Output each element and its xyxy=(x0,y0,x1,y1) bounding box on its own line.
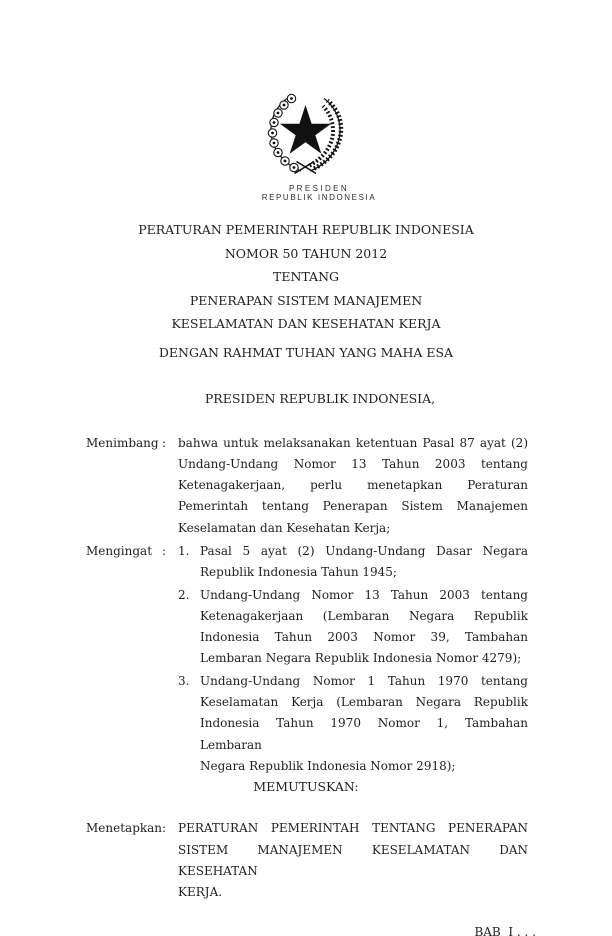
document-title xyxy=(0,218,612,336)
title-line-number: NOMOR 50 TAHUN 2012 xyxy=(224,245,388,261)
decision-heading: MEMUTUSKAN: xyxy=(253,779,359,795)
item-body xyxy=(200,541,528,584)
presidential-seal-icon xyxy=(253,92,359,178)
enacting-line: KERJA. xyxy=(178,885,223,900)
item-line: Negara Republik Indonesia Nomor 2918); xyxy=(200,758,456,773)
considering-line: Undang-Undang Nomor 13 Tahun 2003 tentang xyxy=(178,456,528,471)
recalling-section xyxy=(0,541,612,778)
presidential-seal xyxy=(253,92,359,181)
title-line-tentang: TENTANG xyxy=(272,269,339,284)
recalling-colon: : xyxy=(162,543,167,558)
considering-colon: : xyxy=(162,435,167,450)
item-line: Undang-Undang Nomor 1 Tahun 1970 tentang xyxy=(200,673,528,688)
enacting-line: PERATURAN PEMERINTAH TENTANG PENERAPAN xyxy=(178,821,528,836)
letterhead xyxy=(13,184,612,203)
item-line: Keselamatan Kerja (Lembaran Negara Republik xyxy=(200,695,528,710)
enacting-label: Menetapkan xyxy=(86,821,163,836)
item-line: Ketenagakerjaan (Lembaran Negara Republik xyxy=(200,608,528,623)
legal-basis-item-3 xyxy=(178,671,528,777)
item-number: 1. xyxy=(178,543,190,558)
considering-label: Menimbang xyxy=(86,435,159,450)
item-line: Undang-Undang Nomor 13 Tahun 2003 tentang xyxy=(200,587,528,602)
item-line: Pasal 5 ayat (2) Undang-Undang Dasar Negara xyxy=(200,543,528,558)
letterhead-presiden: PRESIDEN xyxy=(288,184,350,193)
item-line: Indonesia Tahun 2003 Nomor 39, Tambahan xyxy=(200,630,528,645)
considering-line: Pemerintah tentang Penerapan Sistem Manajemen xyxy=(178,499,528,514)
letterhead-republik-indonesia: REPUBLIK INDONESIA xyxy=(261,193,377,202)
considering-section xyxy=(0,433,612,539)
title-line-subject-2: KESELAMATAN DAN KESEHATAN KERJA xyxy=(171,316,441,331)
considering-line: Keselamatan dan Kesehatan Kerja; xyxy=(178,520,391,535)
item-body xyxy=(200,585,528,670)
item-line: Indonesia Tahun 1970 Nomor 1, Tambahan Lembaran xyxy=(200,716,528,752)
authority-line: PRESIDEN REPUBLIK INDONESIA, xyxy=(204,390,436,406)
title-line-regulation: PERATURAN PEMERINTAH REPUBLIK INDONESIA xyxy=(138,222,474,237)
enacting-section xyxy=(0,818,612,903)
enacting-body xyxy=(178,818,528,903)
item-body xyxy=(200,671,528,777)
considering-line: Ketenagakerjaan, perlu menetapkan Peraturan xyxy=(178,478,528,493)
title-line-subject-1: PENERAPAN SISTEM MANAJEMEN xyxy=(189,292,423,308)
recalling-body xyxy=(178,541,528,778)
page-continuation-mark: BAB I . . . xyxy=(474,925,536,936)
item-number: 2. xyxy=(178,587,190,602)
considering-line: bahwa untuk melaksanakan ketentuan Pasal 87 ayat (2) xyxy=(178,435,528,450)
invocation-line: DENGAN RAHMAT TUHAN YANG MAHA ESA xyxy=(158,344,454,360)
considering-body xyxy=(178,433,528,539)
enacting-colon: : xyxy=(162,821,167,836)
legal-basis-item-1 xyxy=(178,541,528,584)
recalling-label: Mengingat xyxy=(86,543,153,558)
legal-basis-item-2 xyxy=(178,585,528,670)
star-icon xyxy=(280,105,331,154)
item-number: 3. xyxy=(178,673,190,688)
item-line: Lembaran Negara Republik Indonesia Nomor 4279); xyxy=(200,651,522,666)
enacting-line: SISTEM MANAJEMEN KESELAMATAN DAN KESEHATAN xyxy=(178,842,528,878)
item-line: Republik Indonesia Tahun 1945; xyxy=(200,565,397,580)
